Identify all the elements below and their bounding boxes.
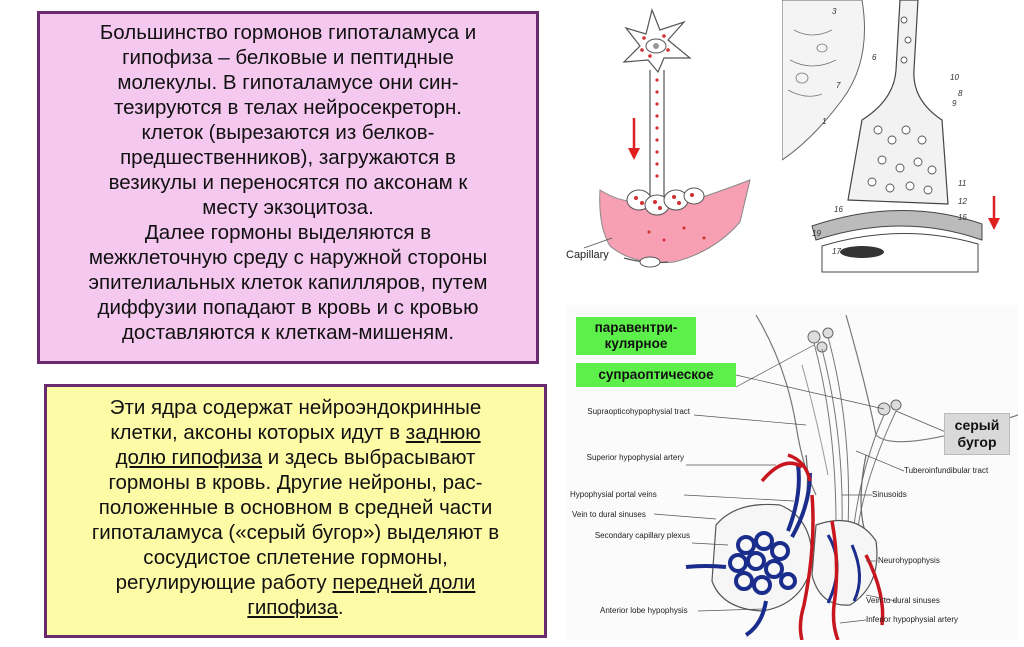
figure-number: 11 bbox=[958, 179, 967, 188]
text-line: межклеточную среду с наружной стороны bbox=[88, 246, 488, 269]
paraventricular-nucleus-label: паравентри-кулярное bbox=[576, 317, 696, 355]
secondary-capillary-plexus-label: Secondary capillary plexus bbox=[594, 531, 690, 540]
posterior-lobe-link: заднюю bbox=[405, 421, 481, 444]
figure-number: 10 bbox=[950, 73, 959, 82]
sinusoids-label: Sinusoids bbox=[872, 490, 907, 499]
text-line: предшественников), загружаются в bbox=[120, 146, 456, 169]
hypophysis-diagram bbox=[566, 305, 1018, 640]
anterior-lobe-link: передней доли bbox=[332, 571, 476, 594]
text-line bbox=[57, 570, 534, 595]
text-line bbox=[57, 445, 534, 470]
figure-number: 8 bbox=[958, 89, 963, 98]
neurosecretory-cell-figure bbox=[564, 0, 767, 290]
text-line: эпителиальных клеток капилляров, путем bbox=[88, 271, 488, 294]
text-line: гипоталамуса («серый бугор») выделяют в bbox=[91, 521, 500, 544]
text-line: диффузии попадают в кровь и с кровью bbox=[97, 296, 479, 319]
text-line bbox=[57, 595, 534, 620]
text-line: месту экзоцитоза. bbox=[202, 196, 374, 219]
text-line: Эти ядра содержат нейроэндокринные bbox=[109, 396, 482, 419]
vein-to-dural-sinuses-left-label: Vein to dural sinuses bbox=[572, 510, 646, 519]
anterior-lobe-link-cont: гипофиза bbox=[247, 596, 338, 619]
neurohypophysis-label: Neurohypophysis bbox=[878, 556, 940, 565]
supraoptic-nucleus-label: супраоптическое bbox=[576, 363, 736, 387]
text-line: тезируются в телах нейросекреторн. bbox=[114, 96, 462, 119]
text-fragment: клетки, аксоны которых идут в bbox=[110, 421, 406, 444]
hormones-description-box bbox=[37, 11, 539, 364]
text-line: гормоны в кровь. Другие нейроны, рас- bbox=[108, 471, 483, 494]
posterior-lobe-link-cont: долю гипофиза bbox=[115, 446, 263, 469]
axon-terminal-drawing bbox=[782, 0, 1020, 290]
portal-veins-label: Hypophysial portal veins bbox=[570, 490, 657, 499]
text-line: Большинство гормонов гипоталамуса и bbox=[99, 21, 477, 44]
text-line: сосудистое сплетение гормоны, bbox=[143, 546, 448, 569]
supraopticohypophysial-tract-label: Supraopticohypophysial tract bbox=[587, 407, 690, 416]
anterior-lobe-label: Anterior lobe hypophysis bbox=[600, 606, 688, 615]
text-line: клеток (вырезаются из белков- bbox=[141, 121, 435, 144]
text-line: доставляются к клеткам-мишеням. bbox=[121, 321, 455, 344]
axon-terminal-figure bbox=[782, 0, 1020, 290]
figure-number: 16 bbox=[834, 205, 843, 214]
text-fragment: . bbox=[337, 596, 344, 619]
figure-number: 6 bbox=[872, 53, 877, 62]
vein-to-dural-sinuses-right-label: Vein to dural sinuses bbox=[866, 596, 940, 605]
figure-number: 9 bbox=[952, 99, 957, 108]
figure-number: 17 bbox=[832, 247, 841, 256]
text-fragment: регулирующие работу bbox=[115, 571, 333, 594]
inferior-hypophysial-artery-label: Inferior hypophysial artery bbox=[866, 615, 959, 624]
text-line: Далее гормоны выделяются в bbox=[144, 221, 432, 244]
figure-number: 12 bbox=[958, 197, 967, 206]
neuroendocrine-description-box bbox=[44, 384, 547, 638]
text-fragment: и здесь выбрасывают bbox=[262, 446, 476, 469]
capillary-label: Capillary bbox=[566, 249, 609, 261]
superior-hypophysial-artery-label: Superior hypophysial artery bbox=[586, 453, 684, 462]
text-line: положенные в основном в средней части bbox=[98, 496, 493, 519]
figure-number: 1 bbox=[822, 117, 827, 126]
neurosecretory-cell-drawing bbox=[564, 0, 767, 290]
text-line: везикулы и переносятся по аксонам к bbox=[108, 171, 468, 194]
figure-number: 3 bbox=[832, 7, 837, 16]
grey-tuber-label: серый бугор bbox=[944, 413, 1010, 455]
text-line bbox=[57, 420, 534, 445]
figure-number: 7 bbox=[836, 81, 841, 90]
figure-number: 19 bbox=[812, 229, 821, 238]
figure-number: 15 bbox=[958, 213, 967, 222]
tuberoinfundibular-tract-label: Tuberoinfundibular tract bbox=[904, 466, 989, 475]
text-line: гипофиза – белковые и пептидные bbox=[122, 46, 454, 69]
text-line: молекулы. В гипоталамусе они син- bbox=[117, 71, 459, 94]
